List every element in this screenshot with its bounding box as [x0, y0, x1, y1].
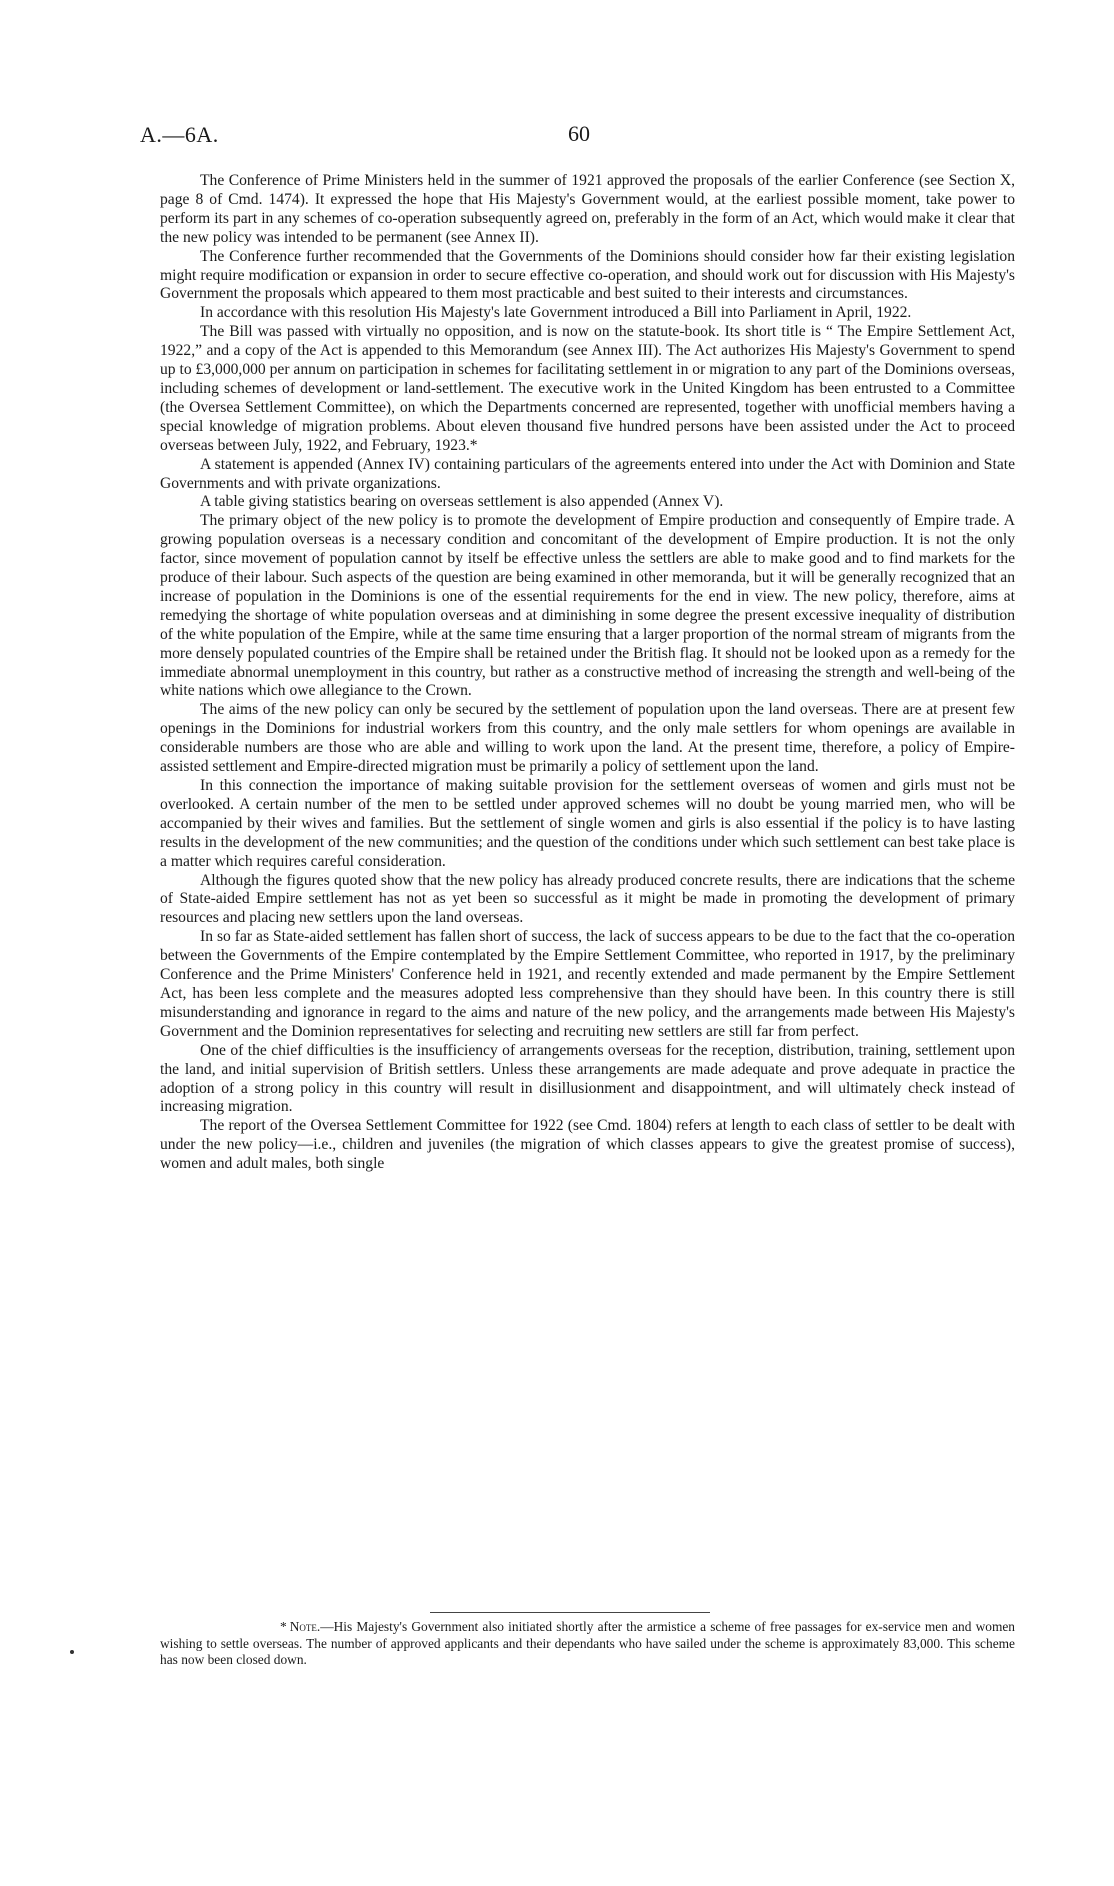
paragraph: In accordance with this resolution His Majesty's late Government introduced a Bill into Parliament in April, 1922.	[200, 304, 912, 322]
paragraph: A statement is appended (Annex IV) containing particulars of the agreements entered into under the Act with Dominion and State Governments and with private organizations.	[160, 455, 1015, 492]
paragraph: In this connection the importance of making suitable provision for the settlement overseas of women and girls must not be overlooked. A certain number of the men to be settled under approved schemes will no doubt be young married men, who will be accompanied by their wives and families. But the settlement of single women and girls is also essential if the policy is to have lasting results in the development of the new communities; and the question of the conditions under which such settlement can best take place is a matter which requires careful consideration.	[160, 777, 1015, 870]
paragraph: The Conference of Prime Ministers held in the summer of 1921 approved the proposals of the earlier Conference (see Section X, page 8 of Cmd. 1474). It expressed the hope that His Majesty's Government would, at the earliest possible moment, take power to perform its part in any schemes of co-operation subsequently agreed on, preferably in the form of an Act, which would make it clear that the new policy was intended to be permanent (see Annex II).	[160, 172, 1015, 246]
paragraph: A table giving statistics bearing on overseas settlement is also appended (Annex V).	[200, 493, 724, 511]
paragraph: The Conference further recommended that the Governments of the Dominions should consider how far their existing legislation might require modification or expansion in order to secure effective co-operation, and should work out for discussion with His Majesty's Government the proposals which appeared to them most practicable and best suited to their interests and circumstances.	[160, 247, 1015, 303]
paragraph: The primary object of the new policy is to promote the development of Empire production and consequently of Empire trade. A growing population overseas is a necessary condition and concomitant of the development of Empire production. It is not the only factor, since movement of population cannot by itself be effective unless the settlers are able to make good and to find markets for the produce of their labour. Such aspects of the question are being examined in other memoranda, but it will be generally recognized that an increase of population in the Dominions is one of the essential requirements for the end in view. The new policy, therefore, aims at remedying the shortage of white population overseas and at diminishing in some degree the present excessive inequality of distribution of the white population of the Empire, while at the same time ensuring that a larger proportion of the normal stream of migrants from the more densely populated countries of the Empire shall be retained under the British flag. It should not be looked upon as a remedy for the immediate abnormal unemployment in this country, but rather as a constructive method of increasing the strength and well-being of the white nations which owe allegiance to the Crown.	[160, 512, 1015, 700]
paragraph: The aims of the new policy can only be secured by the settlement of population upon the land overseas. There are at present few openings in the Dominions for industrial workers from this country, and the only male settlers for whom openings are available in considerable numbers are those who are able and willing to work upon the land. At the present time, therefore, a policy of Empire-assisted settlement and Empire-directed migration must be primarily a policy of settlement upon the land.	[160, 701, 1015, 776]
footnote-text: —His Majesty's Government also initiated shortly after the armistice a scheme of free passages for ex-service men and women wishing to settle overseas. The number of approved applicants and their dependants who have sailed under the scheme is approximately 83,000. This scheme has now been closed down.	[160, 1619, 1015, 1667]
paragraph: The report of the Oversea Settlement Committee for 1922 (see Cmd. 1804) refers at length to each class of settler to be dealt with under the new policy—i.e., children and juveniles (the migration of which classes appears to give the greatest promise of success), women and adult males, both single	[160, 1117, 1015, 1173]
paragraph: One of the chief difficulties is the insufficiency of arrangements overseas for the reception, distribution, training, settlement upon the land, and initial supervision of British settlers. Unless these arrangements are made adequate and prove adequate in practice the adoption of a strong policy in this country will result in disillusionment and disappointment, and will ultimately check instead of increasing migration.	[160, 1041, 1015, 1116]
footnote-divider	[430, 1612, 710, 1613]
paragraph: The Bill was passed with virtually no opposition, and is now on the statute-book. Its short title is “ The Empire Settlement Act, 1922,” and a copy of the Act is appended to this Memorandum (see Annex III). The Act authorizes His Majesty's Government to spend up to £3,000,000 per annum on participation in schemes for facilitating settlement in or migration to any part of the Dominions overseas, including schemes of development or land-settlement. The executive work in the United Kingdom has been entrusted to a Committee (the Oversea Settlement Committee), on which the Departments concerned are represented, together with unofficial members having a special knowledge of migration problems. About eleven thousand five hundred persons have been assisted under the Act to proceed overseas between July, 1922, and February, 1923.*	[160, 323, 1015, 454]
page-number: 60	[568, 121, 590, 146]
body-text	[160, 172, 1015, 1174]
paragraph: In so far as State-aided settlement has fallen short of success, the lack of success appears to be due to the fact that the co-operation between the Governments of the Empire contemplated by the Empire Settlement Committee, who reported in 1917, by the preliminary Conference and the Prime Ministers' Conference held in 1921, and recently extended and made permanent by the Empire Settlement Act, has been less complete and the measures adopted less comprehensive than they should have been. In this country there is still misunderstanding and ignorance in regard to the aims and nature of the new policy, and the arrangements made between His Majesty's Government and the Dominion representatives for selecting and recruiting new settlers are still far from perfect.	[160, 928, 1015, 1040]
footnote-label: Note.	[289, 1619, 321, 1634]
footnote-mark: *	[280, 1619, 287, 1634]
paragraph: Although the figures quoted show that the new policy has already produced concrete results, there are indications that the scheme of State-aided Empire settlement has not as yet been so successful as it might be made in promoting the development of primary resources and placing new settlers upon the land overseas.	[160, 871, 1015, 927]
footnote	[160, 1619, 1015, 1669]
margin-mark	[70, 1650, 74, 1654]
document-reference: A.—6A.	[140, 122, 219, 147]
